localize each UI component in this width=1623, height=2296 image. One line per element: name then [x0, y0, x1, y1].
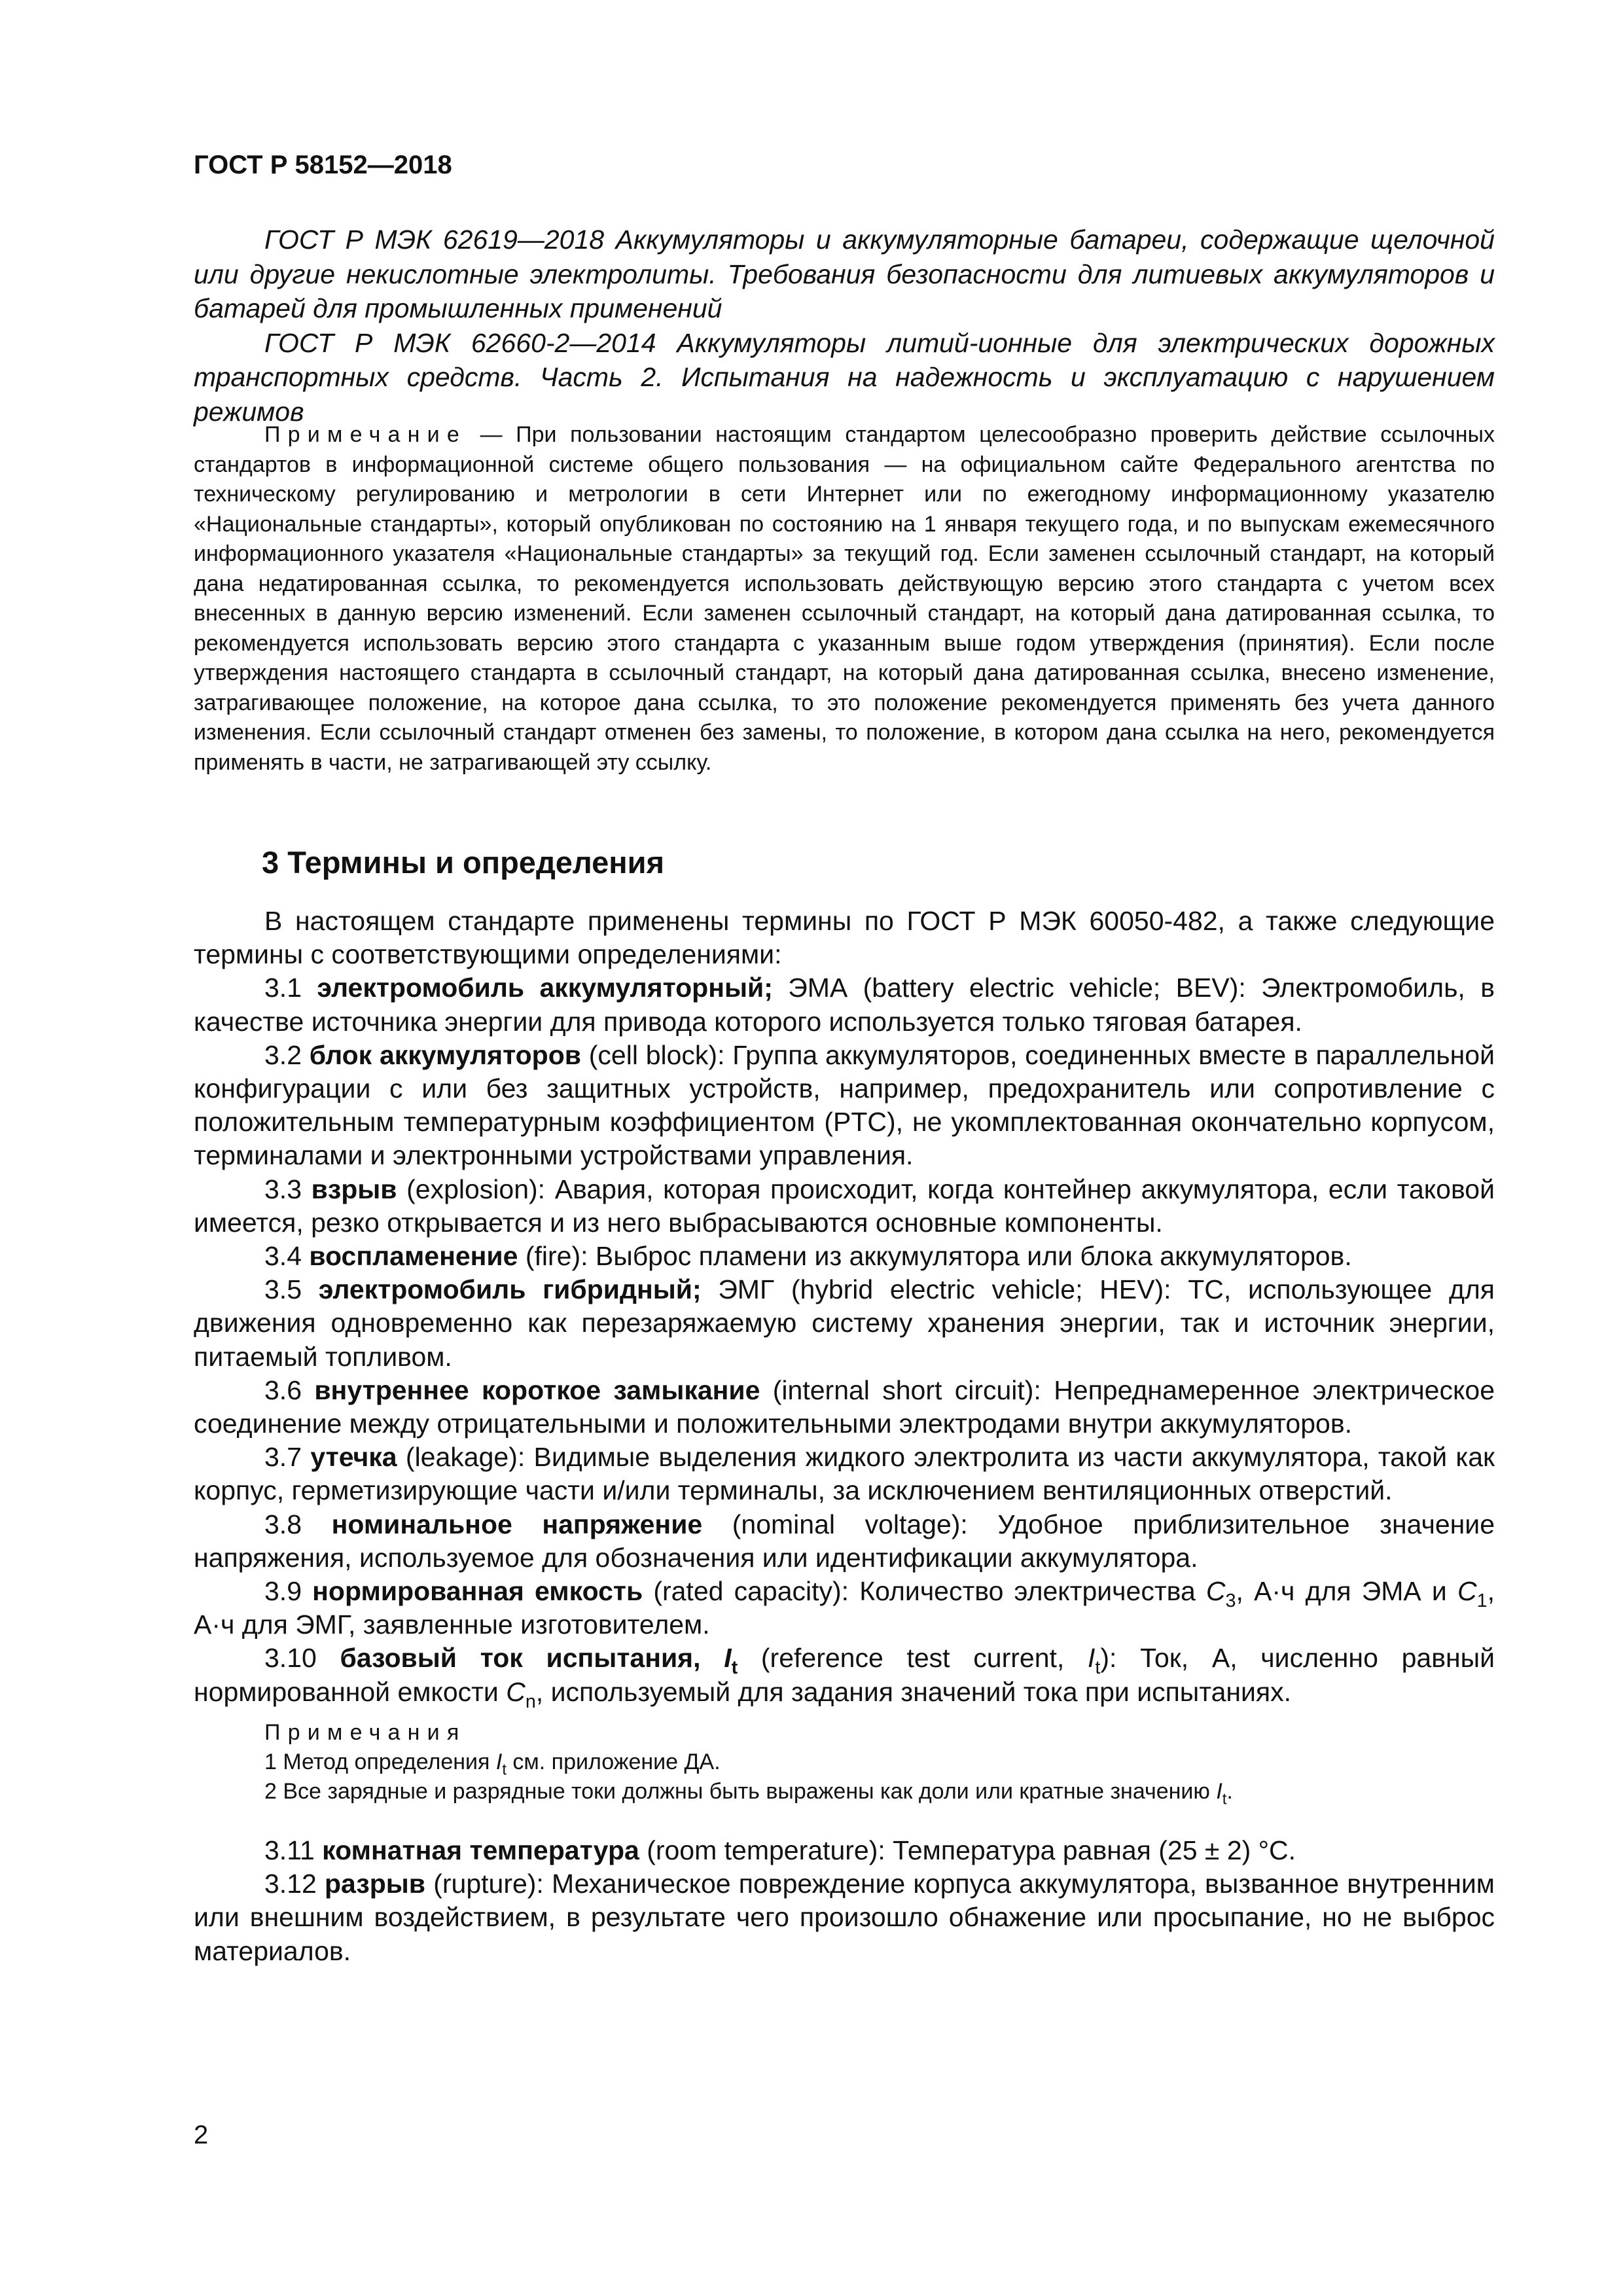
term-definition: 3.6 внутреннее короткое замыкание (internal short circuit): Непреднамеренное электрическое соединение между отрицательными и положительными электродами внутри аккумуляторов.: [194, 1374, 1495, 1439]
reference-item: ГОСТ Р МЭК 62619—2018 Аккумуляторы и аккумуляторные батареи, содержащие щелочной или другие некислотные электролиты. Требования безопасности для литиевых аккумуляторов и батарей для промышленных применений: [194, 224, 1495, 323]
terms-list: [194, 905, 1495, 1712]
term-definition: 3.9 нормированная емкость (rated capacity): Количество электричества $C_3$, А·ч для ЭМА и $C_1$, А·ч для ЭМГ, заявленные изготовителем.: [194, 1576, 1495, 1640]
term-definition: 3.10 базовый ток испытания, $I_t$ (reference test current, $I_t$): Ток, А, численно равный нормированной емкости $C_n$, используемый для задания значений тока при испытаниях.: [194, 1643, 1495, 1712]
term-name: комнатная температура: [322, 1835, 639, 1865]
term-name: нормированная емкость: [312, 1576, 643, 1607]
term-definition: 3.8 номинальное напряжение (nominal voltage): Удобное приблизительное значение напряжения, используемое для обозначения или идентификации аккумулятора.: [194, 1509, 1495, 1573]
term-name: взрыв: [311, 1174, 397, 1204]
term-definition: 3.1 электромобиль аккумуляторный; ЭМА (battery electric vehicle; BEV): Электромобиль, в качестве источника энергии для привода которого используется только тяговая батарея.: [194, 973, 1495, 1037]
term-name: базовый ток испытания,: [340, 1643, 724, 1674]
page-number: 2: [194, 2121, 209, 2149]
term-name: внутреннее короткое замыкание: [314, 1374, 760, 1405]
term-definition: 3.4 воспламенение (fire): Выброс пламени из аккумулятора или блока аккумуляторов.: [264, 1241, 1352, 1272]
term-definition: 3.11 комнатная температура (room temperature): Температура равная (25 ± 2) °С.: [264, 1835, 1296, 1865]
section-title: 3 Термины и определения: [262, 845, 664, 880]
term-notes: [194, 1718, 1495, 1806]
section-intro: В настоящем стандарте применены термины по ГОСТ Р МЭК 60050-482, а также следующие термины с соответствующими определениями:: [194, 906, 1495, 970]
term-name: электромобиль гибридный;: [318, 1274, 702, 1305]
reference-item: ГОСТ Р МЭК 62660-2—2014 Аккумуляторы литий-ионные для электрических дорожных транспортных средств. Часть 2. Испытания на надежность и эксплуатацию с нарушением режимов: [194, 327, 1495, 427]
references-note: [194, 420, 1495, 778]
terms-list-continued: [194, 1834, 1495, 1968]
term-name: электромобиль аккумуляторный;: [317, 973, 773, 1003]
notes-label: Примечания: [264, 1720, 467, 1745]
note-item: 1 Метод определения $I_t$ см. приложение ДА.: [264, 1749, 721, 1779]
term-definition: 3.12 разрыв (rupture): Механическое повреждение корпуса аккумулятора, вызванное внутренним или внешним воздействием, в результате чего произошло обнажение или просыпание, но не выброс материалов.: [194, 1869, 1495, 1966]
note-text: — При пользовании настоящим стандартом целесообразно проверить действие ссылочных стандартов в информационной системе общего пользования — на официальном сайте Федерального агентства по техническому регулированию и метрологии в сети Интернет или по ежегодному информационному указателю «Национальные стандарты», который опубликован по состоянию на 1 января текущего года, и по выпускам ежемесячного информационного указателя «Национальные стандарты» за текущий год. Если заменен ссылочный стандарт, на который дана недатированная ссылка, то рекомендуется использовать действующую версию этого стандарта с учетом всех внесенных в данную версию изменений. Если заменен ссылочный стандарт, на который дана датированная ссылка, то рекомендуется использовать версию этого стандарта с указанным выше годом утверждения (принятия). Если после утверждения настоящего стандарта в ссылочный стандарт, на который дана датированная ссылка, внесено изменение, затрагивающее положение, на которое дана ссылка, то это положение рекомендуется применять без учета данного изменения. Если ссылочный стандарт отменен без замены, то положение, в котором дана ссылка на него, рекомендуется применять в части, не затрагивающей эту ссылку.: [194, 422, 1495, 775]
note-item: 2 Все зарядные и разрядные токи должны быть выражены как доли или кратные значению $I_t$.: [264, 1779, 1233, 1808]
term-name: воспламенение: [309, 1241, 518, 1272]
term-definition: 3.3 взрыв (explosion): Авария, которая происходит, когда контейнер аккумулятора, если таковой имеется, резко открывается и из него выбрасываются основные компоненты.: [194, 1174, 1495, 1238]
term-name: номинальное напряжение: [331, 1509, 703, 1539]
term-definition: 3.5 электромобиль гибридный; ЭМГ (hybrid electric vehicle; HEV): ТС, использующее для движения одновременно как перезаряжаемую систему хранения энергии, так и источник энергии, питаемый топливом.: [194, 1274, 1495, 1372]
term-name: разрыв: [325, 1869, 426, 1899]
note-label: Примечание: [264, 422, 467, 447]
term-definition: 3.2 блок аккумуляторов (cell block): Группа аккумуляторов, соединенных вместе в параллельной конфигурации с или без защитных устройств, например, предохранитель или сопротивление с положительным температурным коэффициентом (PTC), не укомплектованная окончательно корпусом, терминалами и электронными устройствами управления.: [194, 1039, 1495, 1171]
normative-references: [194, 223, 1495, 429]
term-name: блок аккумуляторов: [309, 1039, 581, 1070]
term-definition: 3.7 утечка (leakage): Видимые выделения жидкого электролита из части аккумулятора, такой как корпус, герметизирующие части и/или терминалы, за исключением вентиляционных отверстий.: [194, 1442, 1495, 1506]
document-header: ГОСТ Р 58152—2018: [194, 151, 452, 179]
term-name: утечка: [310, 1442, 397, 1473]
